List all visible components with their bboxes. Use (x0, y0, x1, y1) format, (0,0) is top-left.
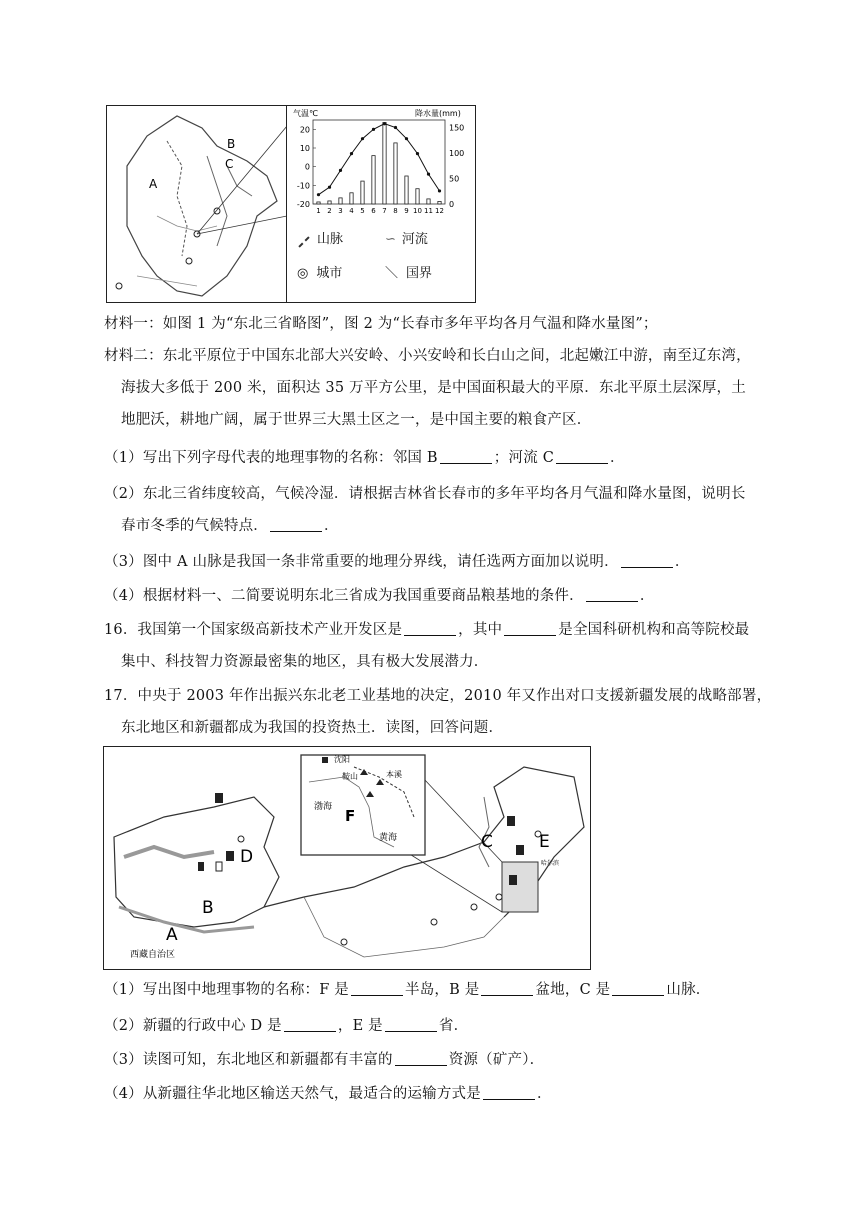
precip-bar (339, 198, 342, 204)
question-17-3: （3）读图可知，东北地区和新疆都有丰富的 资源（矿产）． (104, 1052, 545, 1068)
label-harbin: 哈尔滨 (541, 860, 560, 867)
map-label-b: B (227, 137, 236, 151)
answer-blank-province-e[interactable] (385, 1017, 437, 1032)
x-tick-label: 9 (404, 207, 409, 215)
question-16-line2: 集中、科技智力资源最密集的地区，具有极大发展潜力． (121, 654, 489, 670)
question-2-line1: （2）东北三省纬度较高，气候冷湿．请根据吉林省长春市的多年平均各月气温和降水量图，说明长 (104, 486, 746, 502)
answer-blank-basin-b[interactable] (481, 981, 533, 996)
temperature-curve (319, 124, 440, 195)
legend-river: ∽ 河流 (385, 232, 428, 247)
climate-chart (287, 106, 475, 216)
question-1: （1）写出下列字母代表的地理事物的名称：邻国 B ；河流 C ． (104, 450, 625, 466)
precip-bar (361, 181, 364, 204)
precip-bar (317, 202, 320, 204)
temperature-point (350, 152, 353, 155)
left-tick-label: 10 (299, 144, 310, 153)
label-benxi: 本溪 (386, 770, 402, 779)
border-icon: ＼ (385, 266, 399, 281)
answer-blank-tech-zone[interactable] (404, 621, 456, 636)
label-shenyang: 沈阳 (334, 755, 350, 764)
label-anshan: 鞍山 (342, 772, 358, 781)
question-17-2: （2）新疆的行政中心 D 是 ，E 是 省． (104, 1018, 469, 1034)
temperature-point (405, 137, 408, 140)
right-tick-label: 50 (449, 174, 460, 184)
figure2-map (103, 746, 591, 970)
temperature-point (394, 126, 397, 129)
legend-city: ◎ 城市 (297, 266, 343, 281)
question-2-line2: 春市冬季的气候特点． ． (121, 518, 339, 534)
temperature-point (416, 152, 419, 155)
x-tick-label: 6 (371, 207, 376, 215)
question-17-4: （4）从新疆往华北地区输送天然气，最适合的运输方式是 ． (104, 1086, 552, 1102)
x-tick-label: 4 (349, 207, 354, 215)
temperature-point (361, 137, 364, 140)
label-c: C (481, 832, 493, 852)
question-17-line1: 17．中央于 2003 年作出振兴东北老工业基地的决定，2010 年又作出对口支援新疆发展的战略部署， (104, 688, 772, 704)
precip-bar (350, 193, 353, 204)
x-tick-label: 2 (327, 207, 332, 215)
answer-blank-mountain-a[interactable] (621, 553, 673, 568)
legend-mountain: 山脉 (297, 228, 343, 247)
temperature-line (317, 122, 441, 196)
precip-bar (328, 201, 331, 204)
temperature-point (427, 173, 430, 176)
label-huanghai: 黄海 (379, 833, 398, 843)
label-d: D (240, 847, 254, 867)
question-16-line1: 16．我国第一个国家级高新技术产业开发区是 ，其中 是全国科研机构和高等院校最 (104, 622, 750, 638)
right-tick-label: 150 (449, 123, 465, 133)
left-tick-label: 0 (304, 162, 310, 172)
answer-blank-resource[interactable] (395, 1051, 447, 1066)
left-tick-label: 20 (299, 125, 310, 135)
question-17-line2: 东北地区和新疆都成为我国的投资热土．读图，回答问题． (121, 720, 504, 736)
plot-frame (313, 120, 445, 204)
x-tick-label: 7 (382, 207, 387, 215)
answer-blank-capital-d[interactable] (284, 1017, 336, 1032)
x-tick-label: 8 (393, 207, 398, 215)
x-ticks (316, 207, 444, 215)
label-a: A (166, 925, 178, 945)
legend-border: ＼ 国界 (385, 262, 432, 281)
river-icon: ∽ (385, 232, 396, 247)
x-tick-label: 5 (360, 207, 365, 215)
right-tick-label: 100 (449, 149, 465, 159)
x-tick-label: 10 (413, 207, 422, 215)
x-tick-label: 11 (424, 207, 433, 215)
answer-blank-transport[interactable] (483, 1085, 535, 1100)
question-3: （3）图中 A 山脉是我国一条非常重要的地理分界线，请任选两方面加以说明． ． (104, 554, 690, 570)
answer-blank-winter-climate[interactable] (270, 517, 322, 532)
temperature-point (438, 189, 441, 192)
right-tick-label: 0 (449, 200, 455, 209)
material-1: 材料一：如图 1 为“东北三省略图”，图 2 为“长春市多年平均各月气温和降水量图”； (104, 316, 658, 332)
answer-blank-area[interactable] (504, 621, 556, 636)
question-17-1: （1）写出图中地理事物的名称：F 是 半岛，B 是 盆地，C 是 山脉． (104, 982, 711, 998)
label-f: F (345, 807, 356, 825)
temperature-point (328, 186, 331, 189)
china-map (104, 747, 590, 969)
left-tick-label: -10 (296, 181, 310, 191)
mountain-icon (298, 236, 309, 247)
left-tick-label: -20 (296, 200, 310, 209)
answer-blank-grain-base[interactable] (586, 587, 638, 602)
map-label-a: A (149, 177, 158, 191)
map-label-c: C (225, 157, 234, 171)
precip-bar (427, 199, 430, 204)
precip-bar (405, 176, 408, 204)
x-tick-label: 1 (316, 207, 321, 215)
temperature-point (383, 122, 386, 125)
precip-bar (394, 143, 397, 204)
x-tick-label: 12 (435, 207, 444, 215)
figure1-map (106, 105, 288, 303)
temperature-point (339, 169, 342, 172)
temperature-point (372, 128, 375, 131)
answer-blank-peninsula-f[interactable] (351, 981, 403, 996)
precip-bar (383, 123, 386, 204)
label-tibet: 西藏自治区 (130, 950, 176, 960)
right-ticks (449, 124, 464, 209)
answer-blank-neighbor-b[interactable] (440, 449, 492, 464)
material-2-line2: 海拔大多低于 200 米，面积达 35 万平方公里，是中国面积最大的平原．东北平原土层深厚，土 (121, 380, 746, 396)
precip-bar (438, 201, 441, 204)
figure1-chart-panel (286, 105, 476, 303)
label-e: E (539, 832, 550, 852)
question-4: （4）根据材料一、二简要说明东北三省成为我国重要商品粮基地的条件． ． (104, 588, 655, 604)
answer-blank-mountain-c[interactable] (612, 981, 664, 996)
label-b: B (202, 898, 214, 918)
temperature-point (317, 193, 320, 196)
northeast-map (107, 106, 287, 302)
map-legend (287, 218, 475, 302)
material-2-line1: 材料二：东北平原位于中国东北部大兴安岭、小兴安岭和长白山之间，北起嫩江中游，南至辽东湾， (104, 348, 751, 364)
answer-blank-river-c[interactable] (556, 449, 608, 464)
left-axis-label: 气温℃ (293, 109, 318, 118)
city-icon: ◎ (297, 266, 309, 281)
material-2-line3: 地肥沃，耕地广阔，属于世界三大黑土区之一，是中国主要的粮食产区． (121, 412, 592, 428)
precip-bar (372, 156, 375, 204)
label-bohai: 渤海 (314, 802, 333, 812)
x-tick-label: 3 (338, 207, 343, 215)
right-axis-label: 降水量(mm) (415, 109, 461, 118)
precip-bar (416, 189, 419, 204)
